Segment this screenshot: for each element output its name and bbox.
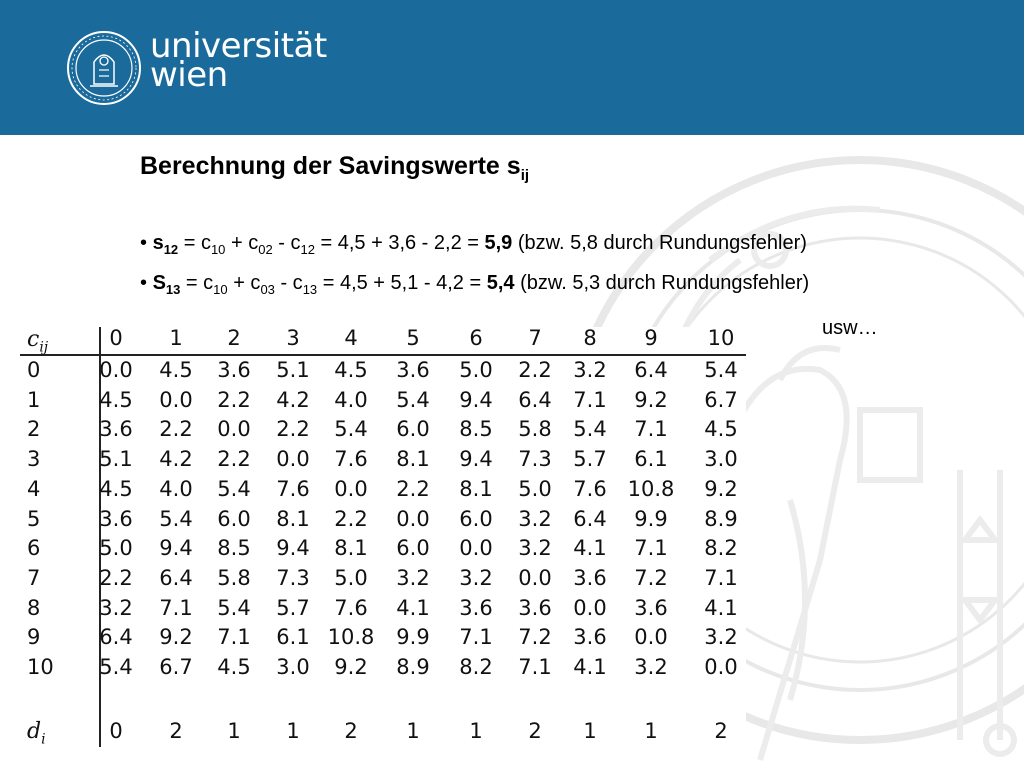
university-seal-icon — [66, 30, 142, 106]
table-cell: 6.4 — [634, 358, 668, 382]
table-cell: 5.4 — [704, 358, 738, 382]
table-cell: 0.0 — [396, 507, 430, 531]
table-cell: 4.1 — [573, 655, 607, 679]
table-cell: 3.6 — [459, 596, 493, 620]
table-cell: 8.9 — [396, 655, 430, 679]
table-cell: 0.0 — [704, 655, 738, 679]
result-value: 5,9 — [484, 232, 513, 254]
table-cell: 8.5 — [217, 536, 251, 560]
table-cell: 9.9 — [396, 625, 430, 649]
table-cell: 9.2 — [634, 388, 668, 412]
table-cell: 3.2 — [704, 625, 738, 649]
table-cell: 5.4 — [396, 388, 430, 412]
table-cell: 6.0 — [396, 536, 430, 560]
table-cell: 4.1 — [396, 596, 430, 620]
table-cell: 7.2 — [518, 625, 552, 649]
table-cell: 0.0 — [518, 566, 552, 590]
table-cell: 8.2 — [704, 536, 738, 560]
column-header: 2 — [227, 326, 241, 350]
table-cell: 9.9 — [634, 507, 668, 531]
corner-subscript: ij — [39, 339, 49, 356]
table-cell: 4.2 — [159, 447, 193, 471]
table-cell: 5.0 — [334, 566, 368, 590]
plus-c: + c — [225, 232, 259, 254]
slide-title — [140, 152, 529, 184]
corner-label — [27, 329, 48, 358]
table-cell: 7.1 — [634, 417, 668, 441]
table-cell: 5.8 — [518, 417, 552, 441]
row-header: 4 — [27, 477, 41, 501]
table-cell: 3.2 — [573, 358, 607, 382]
table-cell: 7.3 — [276, 566, 310, 590]
table-cell: 5.4 — [99, 655, 133, 679]
calculation: = 4,5 + 3,6 - 2,2 = — [314, 232, 485, 254]
demand-label — [27, 721, 46, 750]
equals-c: = c — [178, 232, 211, 254]
table-cell: 2.2 — [276, 417, 310, 441]
table-cell: 4.5 — [334, 358, 368, 382]
table-cell: 5.4 — [573, 417, 607, 441]
table-cell: 0.0 — [573, 596, 607, 620]
table-cell: 9.4 — [159, 536, 193, 560]
table-cell: 4.1 — [573, 536, 607, 560]
table-cell: 6.1 — [276, 625, 310, 649]
minus-c: - c — [274, 272, 303, 294]
row-header: 7 — [27, 566, 41, 590]
column-header: 5 — [406, 326, 420, 350]
table-cell: 3.2 — [634, 655, 668, 679]
table-cell: 0.0 — [459, 536, 493, 560]
plus-c: + c — [227, 272, 261, 294]
row-header: 2 — [27, 417, 41, 441]
row-header: 9 — [27, 625, 41, 649]
table-cell: 10.8 — [327, 625, 375, 649]
demand-cell: 2 — [714, 719, 728, 743]
table-cell: 5.0 — [459, 358, 493, 382]
table-cell: 6.1 — [634, 447, 668, 471]
row-header: 0 — [27, 358, 41, 382]
table-cell: 9.2 — [704, 477, 738, 501]
table-cell: 6.0 — [217, 507, 251, 531]
table-cell: 8.1 — [459, 477, 493, 501]
table-cell: 5.7 — [276, 596, 310, 620]
cost-index-1: 10 — [213, 282, 228, 297]
table-cell: 9.2 — [159, 625, 193, 649]
row-header: 3 — [27, 447, 41, 471]
table-cell: 4.0 — [334, 388, 368, 412]
table-cell: 7.6 — [276, 477, 310, 501]
table-cell: 7.3 — [518, 447, 552, 471]
bullet-symbol: • — [140, 232, 153, 254]
demand-subscript: i — [41, 731, 46, 748]
table-cell: 7.1 — [518, 655, 552, 679]
equals-c: = c — [180, 272, 214, 294]
table-cell: 7.1 — [634, 536, 668, 560]
table-cell: 5.7 — [573, 447, 607, 471]
table-cell: 2.2 — [159, 417, 193, 441]
table-cell: 3.6 — [217, 358, 251, 382]
minus-c: - c — [272, 232, 301, 254]
table-cell: 3.2 — [396, 566, 430, 590]
table-cell: 3.2 — [459, 566, 493, 590]
column-header: 10 — [707, 326, 735, 350]
saving-index: 12 — [163, 242, 179, 257]
table-cell: 6.0 — [459, 507, 493, 531]
table-cell: 2.2 — [217, 388, 251, 412]
table-cell: 6.4 — [99, 625, 133, 649]
table-cell: 0.0 — [217, 417, 251, 441]
saving-symbol — [152, 232, 179, 257]
demand-cell: 1 — [227, 719, 241, 743]
demand-cell: 2 — [169, 719, 183, 743]
table-cell: 6.4 — [573, 507, 607, 531]
column-header: 8 — [583, 326, 597, 350]
table-cell: 6.7 — [159, 655, 193, 679]
demand-cell: 2 — [528, 719, 542, 743]
table-cell: 0.0 — [99, 358, 133, 382]
table-cell: 4.0 — [159, 477, 193, 501]
table-cell: 9.2 — [334, 655, 368, 679]
cost-index-2: 03 — [260, 282, 275, 297]
table-cell: 4.2 — [276, 388, 310, 412]
table-cell: 4.5 — [704, 417, 738, 441]
table-cell: 3.6 — [396, 358, 430, 382]
table-cell: 5.4 — [334, 417, 368, 441]
table-cell: 4.5 — [99, 388, 133, 412]
table-cell: 7.1 — [459, 625, 493, 649]
table-cell: 4.5 — [159, 358, 193, 382]
table-cell: 7.6 — [334, 596, 368, 620]
column-header: 9 — [644, 326, 658, 350]
table-cell: 5.4 — [217, 477, 251, 501]
table-cell: 5.0 — [99, 536, 133, 560]
result-value: 5,4 — [486, 272, 515, 294]
demand-cell: 0 — [109, 719, 123, 743]
table-cell: 10.8 — [627, 477, 675, 501]
demand-cell: 2 — [344, 719, 358, 743]
column-header: 0 — [109, 326, 123, 350]
table-cell: 7.1 — [217, 625, 251, 649]
table-cell: 9.4 — [459, 388, 493, 412]
table-cell: 3.6 — [573, 625, 607, 649]
table-cell: 3.6 — [573, 566, 607, 590]
table-cell: 6.4 — [518, 388, 552, 412]
table-cell: 8.5 — [459, 417, 493, 441]
table-cell: 4.5 — [217, 655, 251, 679]
table-cell: 4.5 — [99, 477, 133, 501]
table-cell: 2.2 — [396, 477, 430, 501]
cost-index-1: 10 — [210, 242, 226, 257]
saving-index: 13 — [165, 282, 181, 297]
rounding-note: (bzw. 5,8 durch Rundungsfehler) — [512, 232, 807, 254]
table-cell: 5.4 — [159, 507, 193, 531]
demand-cell: 1 — [583, 719, 597, 743]
table-cell: 9.4 — [276, 536, 310, 560]
cost-index-3: 13 — [302, 282, 318, 297]
table-cell: 5.1 — [99, 447, 133, 471]
table-cell: 2.2 — [518, 358, 552, 382]
demand-letter: d — [27, 719, 42, 744]
table-cell: 7.1 — [159, 596, 193, 620]
row-header: 6 — [27, 536, 41, 560]
row-header: 10 — [27, 655, 54, 679]
usw-text: usw… — [822, 317, 878, 339]
cost-index-2: 02 — [258, 242, 273, 257]
table-cell: 5.8 — [217, 566, 251, 590]
table-cell: 3.0 — [276, 655, 310, 679]
bullet-symbol: • — [140, 272, 153, 294]
table-cell: 3.6 — [99, 507, 133, 531]
corner-letter: c — [27, 327, 40, 352]
table-cell: 2.2 — [334, 507, 368, 531]
title-text: Berechnung der Savingswerte s — [140, 152, 521, 180]
column-header: 3 — [286, 326, 300, 350]
rounding-note: (bzw. 5,3 durch Rundungsfehler) — [514, 272, 810, 294]
table-cell: 7.2 — [634, 566, 668, 590]
logo-line-2: wien — [150, 55, 228, 95]
demand-cell: 1 — [469, 719, 483, 743]
demand-cell: 1 — [286, 719, 300, 743]
bullet-s12 — [140, 232, 807, 257]
table-cell: 7.1 — [573, 388, 607, 412]
table-cell: 0.0 — [634, 625, 668, 649]
university-logo-text — [150, 26, 327, 95]
cost-matrix-table — [20, 327, 746, 752]
table-cell: 5.0 — [518, 477, 552, 501]
table-cell: 6.7 — [704, 388, 738, 412]
table-cell: 3.6 — [518, 596, 552, 620]
table-cell: 8.1 — [396, 447, 430, 471]
title-subscript: ij — [520, 167, 530, 184]
table-cell: 6.0 — [396, 417, 430, 441]
row-header: 1 — [27, 388, 41, 412]
table-cell: 3.6 — [99, 417, 133, 441]
table-cell: 0.0 — [276, 447, 310, 471]
bullet-s13 — [140, 272, 809, 297]
table-cell: 7.6 — [334, 447, 368, 471]
column-header: 4 — [344, 326, 358, 350]
saving-letter: s — [152, 232, 164, 254]
demand-cell: 1 — [406, 719, 420, 743]
table-cell: 3.2 — [518, 507, 552, 531]
cost-index-3: 12 — [300, 242, 315, 257]
table-horizontal-divider — [20, 354, 746, 356]
table-cell: 9.4 — [459, 447, 493, 471]
table-cell: 3.6 — [634, 596, 668, 620]
table-cell: 8.9 — [704, 507, 738, 531]
table-cell: 5.4 — [217, 596, 251, 620]
table-cell: 0.0 — [334, 477, 368, 501]
table-cell: 3.0 — [704, 447, 738, 471]
table-cell: 8.1 — [276, 507, 310, 531]
saving-letter: S — [152, 272, 166, 294]
table-cell: 4.1 — [704, 596, 738, 620]
table-cell: 7.1 — [704, 566, 738, 590]
header-bar — [0, 0, 1024, 135]
table-cell: 6.4 — [159, 566, 193, 590]
table-cell: 3.2 — [518, 536, 552, 560]
table-cell: 3.2 — [99, 596, 133, 620]
table-cell: 2.2 — [99, 566, 133, 590]
saving-symbol — [152, 272, 181, 297]
table-cell: 2.2 — [217, 447, 251, 471]
table-cell: 0.0 — [159, 388, 193, 412]
table-cell: 8.2 — [459, 655, 493, 679]
table-cell: 7.6 — [573, 477, 607, 501]
table-cell: 8.1 — [334, 536, 368, 560]
calculation: = 4,5 + 5,1 - 4,2 = — [317, 272, 487, 294]
column-header: 1 — [169, 326, 183, 350]
row-header: 8 — [27, 596, 41, 620]
column-header: 7 — [528, 326, 542, 350]
column-header: 6 — [469, 326, 483, 350]
demand-cell: 1 — [644, 719, 658, 743]
row-header: 5 — [27, 507, 41, 531]
logo-line-1: universität — [150, 26, 327, 66]
table-cell: 5.1 — [276, 358, 310, 382]
